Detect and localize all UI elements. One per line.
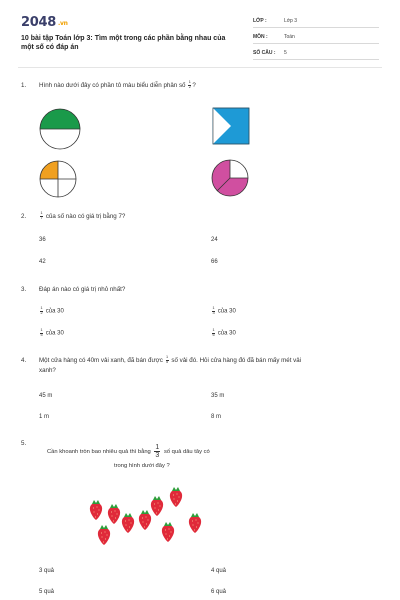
- answer-option-c[interactable]: $\frac{1}{5}$ của 30: [40, 328, 64, 337]
- fraction: $\frac{1}{6}$: [212, 328, 215, 337]
- meta-label: MÔN :: [253, 33, 268, 40]
- answer-option-d[interactable]: 6 quả: [211, 589, 227, 595]
- strawberry-icon[interactable]: [169, 486, 183, 508]
- site-logo[interactable]: [21, 15, 68, 30]
- question-text-part: Cần khoanh tròn bao nhiêu quả thì bằng: [47, 449, 151, 456]
- fraction: $\frac{1}{5}$: [166, 355, 169, 364]
- question-text-part: ?: [192, 82, 196, 89]
- meta-value: 5: [284, 49, 287, 56]
- question-text-part: số quả dâu tây có: [163, 449, 210, 456]
- question-5-text: [47, 444, 210, 459]
- figure-square-triangle[interactable]: [212, 107, 250, 145]
- answer-option-b[interactable]: 35 m: [211, 393, 225, 399]
- meta-value: Lớp 3: [284, 17, 298, 24]
- question-4-text: [39, 356, 384, 376]
- figure-circle-three-quarters[interactable]: [210, 158, 250, 198]
- answer-option-b[interactable]: $\frac{1}{3}$ của 30: [212, 306, 236, 315]
- answer-option-c[interactable]: 5 quả: [39, 589, 55, 595]
- answer-option-b[interactable]: 4 quả: [211, 568, 227, 574]
- question-2-text: [39, 212, 125, 222]
- strawberry-icon[interactable]: [150, 495, 164, 517]
- answer-option-a[interactable]: $\frac{1}{2}$ của 30: [40, 306, 64, 315]
- meta-row-count: [253, 46, 379, 60]
- answer-option-c[interactable]: 42: [39, 259, 46, 265]
- answer-option-b[interactable]: 24: [211, 237, 218, 243]
- question-1-text: [39, 81, 196, 91]
- meta-row-subject: [253, 30, 379, 44]
- answer-option-c[interactable]: 1 m: [39, 414, 50, 420]
- strawberry-icon[interactable]: [161, 521, 175, 543]
- question-text-part: xanh?: [39, 367, 56, 374]
- strawberry-icon[interactable]: [188, 512, 202, 534]
- meta-info: [253, 14, 379, 62]
- strawberry-icon[interactable]: [107, 503, 121, 525]
- answer-option-d[interactable]: 66: [211, 259, 218, 265]
- header-divider: [18, 67, 382, 68]
- meta-label: LỚP :: [253, 17, 267, 24]
- fraction: $\frac{1}{2}$: [188, 80, 191, 89]
- answer-option-a[interactable]: 36: [39, 237, 46, 243]
- meta-value: Toán: [284, 33, 295, 40]
- logo-sub-text: .vn: [57, 20, 68, 27]
- fraction: $\frac{1}{5}$: [40, 328, 43, 337]
- question-5-text-line2: trong hình dưới đây ?: [114, 463, 170, 469]
- fraction: $\frac{1}{3}$: [155, 444, 160, 459]
- figure-circle-half[interactable]: [38, 107, 82, 151]
- question-text-part: Một cửa hàng có 40m vải xanh, đã bán được: [39, 357, 163, 364]
- strawberry-icon[interactable]: [89, 499, 103, 521]
- fraction: $\frac{1}{3}$: [212, 306, 215, 315]
- question-3-text: Đáp án nào có giá trị nhỏ nhất?: [39, 286, 126, 293]
- fraction: $\frac{1}{2}$: [40, 306, 43, 315]
- question-text-part: của số nào có giá trị bằng 7?: [45, 213, 126, 220]
- logo-main-text: 2048: [21, 15, 56, 30]
- answer-option-a[interactable]: 3 quả: [39, 568, 55, 574]
- answer-option-a[interactable]: 45 m: [39, 393, 53, 399]
- question-1-number: 1.: [21, 82, 27, 89]
- question-3-number: 3.: [21, 286, 27, 293]
- question-text-part: Hình nào dưới đây có phần tô màu biểu diễn phân số: [39, 82, 186, 89]
- meta-label: SỐ CÂU :: [253, 49, 276, 56]
- fraction: $\frac{1}{7}$: [40, 211, 43, 220]
- question-2-number: 2.: [21, 213, 27, 220]
- answer-option-d[interactable]: $\frac{1}{6}$ của 30: [212, 328, 236, 337]
- worksheet-title: 10 bài tập Toán lớp 3: Tìm một trong các phần bằng nhau của một số có đáp án: [21, 35, 226, 51]
- question-5-number: 5.: [21, 440, 27, 447]
- answer-option-d[interactable]: 8 m: [211, 414, 222, 420]
- meta-row-class: [253, 14, 379, 28]
- question-4-number: 4.: [21, 357, 27, 364]
- question-text-part: số vải đó. Hỏi cửa hàng đó đã bán mấy mét vải: [171, 357, 302, 364]
- strawberry-icon[interactable]: [97, 524, 111, 546]
- strawberry-icon[interactable]: [121, 512, 135, 534]
- figure-circle-quarter[interactable]: [38, 159, 78, 199]
